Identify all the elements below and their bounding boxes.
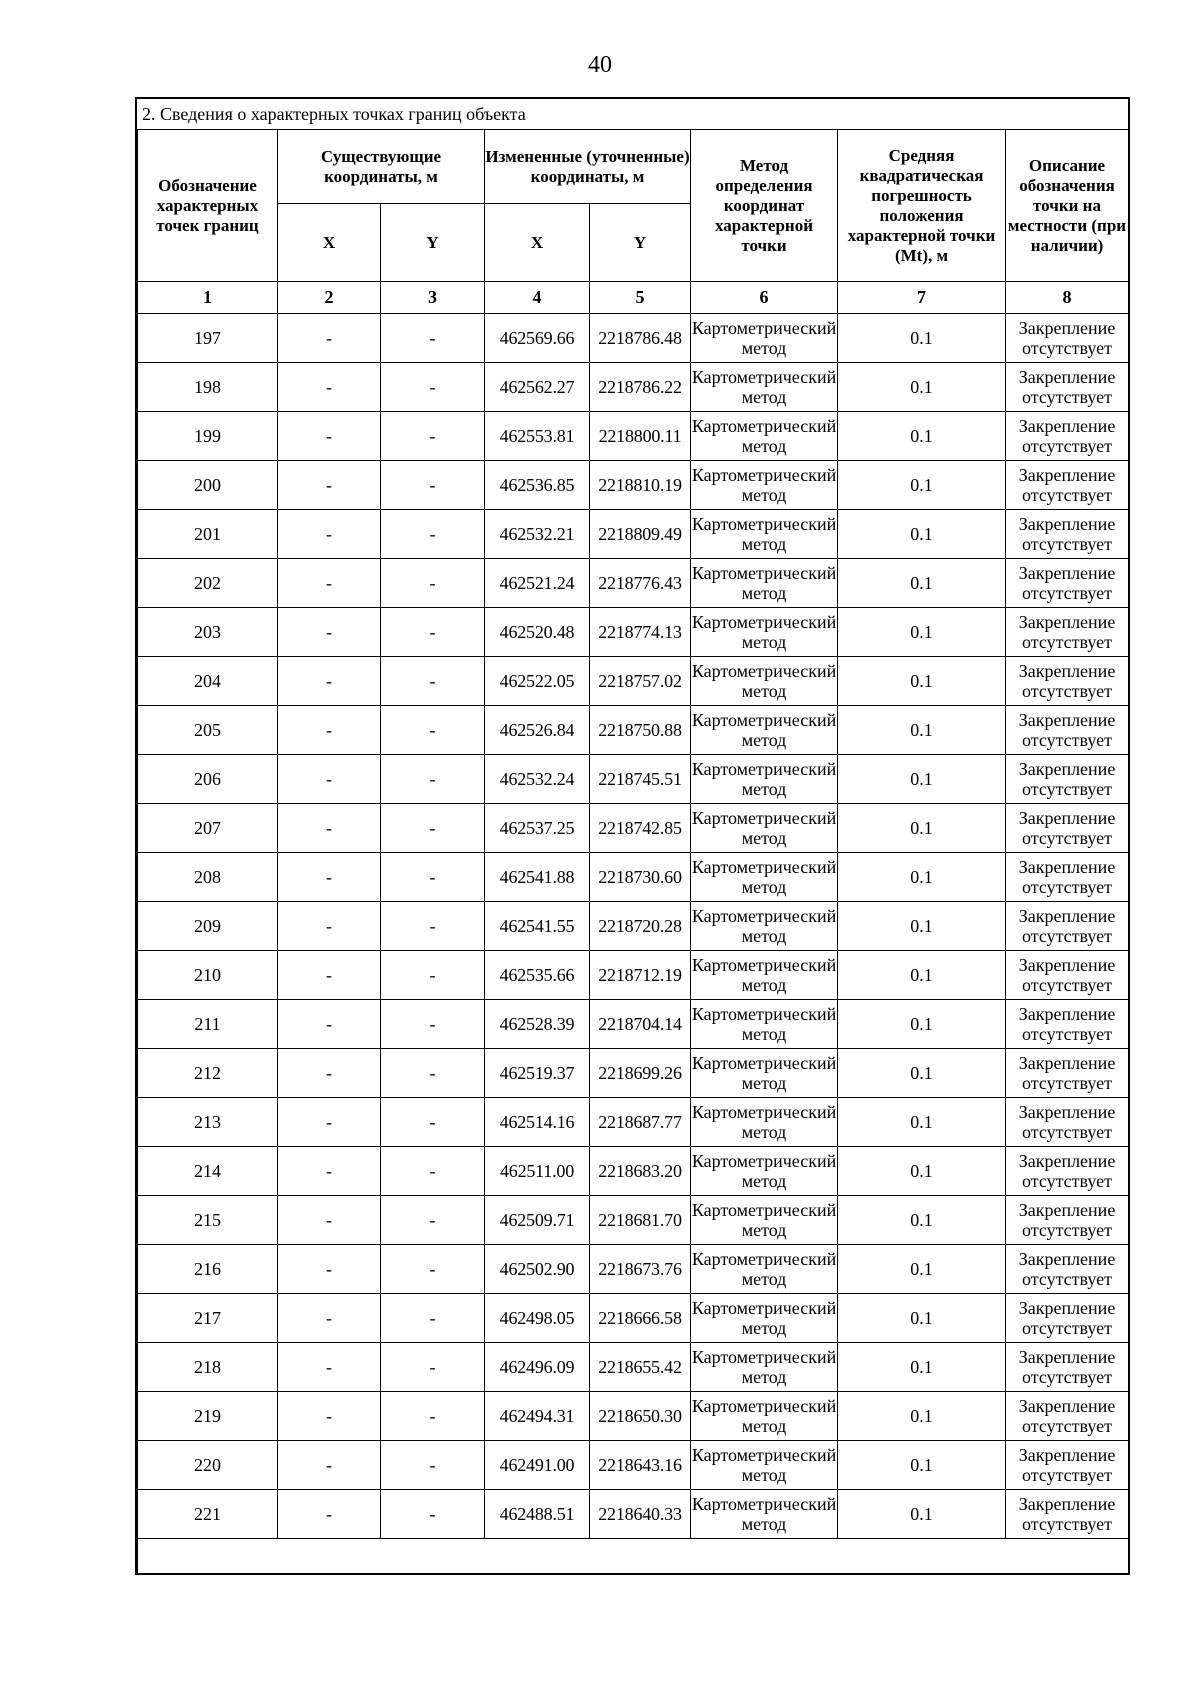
changed-x-cell: 462498.05 [485,1294,590,1343]
existing-x-cell: - [278,1196,381,1245]
point-cell: 200 [138,461,278,510]
column-number: 8 [1006,282,1129,314]
existing-y-cell: - [381,1245,485,1294]
column-number: 1 [138,282,278,314]
point-cell: 214 [138,1147,278,1196]
description-cell: Закрепление отсутствует [1006,853,1129,902]
method-cell: Картометрический метод [691,755,838,804]
point-cell: 217 [138,1294,278,1343]
changed-y-cell: 2218699.26 [590,1049,691,1098]
changed-y-cell: 2218666.58 [590,1294,691,1343]
changed-y-cell: 2218640.33 [590,1490,691,1539]
point-cell: 199 [138,412,278,461]
point-cell: 218 [138,1343,278,1392]
point-cell: 203 [138,608,278,657]
description-cell: Закрепление отсутствует [1006,363,1129,412]
error-cell: 0.1 [838,363,1006,412]
existing-x-cell: - [278,1441,381,1490]
existing-y-cell: - [381,804,485,853]
existing-x-cell: - [278,755,381,804]
description-cell: Закрепление отсутствует [1006,1343,1129,1392]
error-cell: 0.1 [838,706,1006,755]
description-cell: Закрепление отсутствует [1006,1392,1129,1441]
error-cell: 0.1 [838,951,1006,1000]
method-cell: Картометрический метод [691,1245,838,1294]
table-row [138,1392,1129,1441]
header-row-1 [138,130,1129,204]
changed-y-cell: 2218800.11 [590,412,691,461]
error-cell: 0.1 [838,804,1006,853]
changed-y-cell: 2218776.43 [590,559,691,608]
existing-x-cell: - [278,657,381,706]
changed-x-cell: 462511.00 [485,1147,590,1196]
existing-y-cell: - [381,1196,485,1245]
method-cell: Картометрический метод [691,1294,838,1343]
header-changed-y: Y [590,204,691,282]
header-description: Описание обозначения точки на местности (при наличии) [1006,130,1129,282]
error-cell: 0.1 [838,657,1006,706]
error-cell: 0.1 [838,1392,1006,1441]
description-cell: Закрепление отсутствует [1006,461,1129,510]
description-cell: Закрепление отсутствует [1006,1147,1129,1196]
existing-y-cell: - [381,706,485,755]
changed-x-cell: 462522.05 [485,657,590,706]
existing-x-cell: - [278,902,381,951]
point-cell: 221 [138,1490,278,1539]
point-cell: 201 [138,510,278,559]
column-number: 7 [838,282,1006,314]
error-cell: 0.1 [838,1000,1006,1049]
table-body [138,314,1129,1539]
changed-x-cell: 462526.84 [485,706,590,755]
changed-x-cell: 462535.66 [485,951,590,1000]
header-changed-coordinates: Измененные (уточненные) координаты, м [485,130,691,204]
method-cell: Картометрический метод [691,608,838,657]
error-cell: 0.1 [838,1294,1006,1343]
existing-x-cell: - [278,608,381,657]
changed-y-cell: 2218704.14 [590,1000,691,1049]
description-cell: Закрепление отсутствует [1006,1490,1129,1539]
table-row [138,1000,1129,1049]
existing-x-cell: - [278,853,381,902]
page-number: 40 [588,52,612,78]
description-cell: Закрепление отсутствует [1006,706,1129,755]
changed-x-cell: 462569.66 [485,314,590,363]
existing-y-cell: - [381,1000,485,1049]
table-row [138,1343,1129,1392]
table-row [138,706,1129,755]
table-row [138,1441,1129,1490]
changed-x-cell: 462509.71 [485,1196,590,1245]
existing-y-cell: - [381,1049,485,1098]
existing-x-cell: - [278,1343,381,1392]
table-row [138,1245,1129,1294]
existing-x-cell: - [278,1147,381,1196]
error-cell: 0.1 [838,608,1006,657]
table-row [138,363,1129,412]
error-cell: 0.1 [838,1196,1006,1245]
boundary-points-section [135,97,1130,1575]
point-cell: 207 [138,804,278,853]
table-row [138,853,1129,902]
point-cell: 202 [138,559,278,608]
changed-y-cell: 2218681.70 [590,1196,691,1245]
header-method: Метод определения координат характерной точки [691,130,838,282]
method-cell: Картометрический метод [691,804,838,853]
header-error: Средняя квадратическая погрешность положения характерной точки (Mt), м [838,130,1006,282]
changed-y-cell: 2218673.76 [590,1245,691,1294]
existing-y-cell: - [381,1147,485,1196]
description-cell: Закрепление отсутствует [1006,951,1129,1000]
changed-x-cell: 462502.90 [485,1245,590,1294]
point-cell: 205 [138,706,278,755]
description-cell: Закрепление отсутствует [1006,1196,1129,1245]
changed-y-cell: 2218712.19 [590,951,691,1000]
existing-y-cell: - [381,1294,485,1343]
header-designation: Обозначение характерных точек границ [138,130,278,282]
point-cell: 212 [138,1049,278,1098]
changed-y-cell: 2218809.49 [590,510,691,559]
table-row [138,1098,1129,1147]
error-cell: 0.1 [838,1049,1006,1098]
existing-y-cell: - [381,1490,485,1539]
changed-y-cell: 2218786.48 [590,314,691,363]
changed-x-cell: 462494.31 [485,1392,590,1441]
existing-x-cell: - [278,804,381,853]
changed-x-cell: 462491.00 [485,1441,590,1490]
point-cell: 211 [138,1000,278,1049]
existing-y-cell: - [381,314,485,363]
description-cell: Закрепление отсутствует [1006,804,1129,853]
changed-y-cell: 2218774.13 [590,608,691,657]
point-cell: 209 [138,902,278,951]
existing-x-cell: - [278,1245,381,1294]
existing-y-cell: - [381,412,485,461]
description-cell: Закрепление отсутствует [1006,1000,1129,1049]
description-cell: Закрепление отсутствует [1006,1098,1129,1147]
table-row [138,461,1129,510]
existing-y-cell: - [381,853,485,902]
description-cell: Закрепление отсутствует [1006,314,1129,363]
changed-y-cell: 2218810.19 [590,461,691,510]
table-row [138,951,1129,1000]
table-row [138,314,1129,363]
description-cell: Закрепление отсутствует [1006,1294,1129,1343]
description-cell: Закрепление отсутствует [1006,1245,1129,1294]
changed-y-cell: 2218720.28 [590,902,691,951]
error-cell: 0.1 [838,902,1006,951]
error-cell: 0.1 [838,1490,1006,1539]
changed-x-cell: 462537.25 [485,804,590,853]
existing-x-cell: - [278,510,381,559]
method-cell: Картометрический метод [691,1147,838,1196]
error-cell: 0.1 [838,1441,1006,1490]
existing-y-cell: - [381,608,485,657]
table-row [138,902,1129,951]
table-row [138,1196,1129,1245]
changed-y-cell: 2218650.30 [590,1392,691,1441]
changed-x-cell: 462532.24 [485,755,590,804]
header-changed-x: X [485,204,590,282]
method-cell: Картометрический метод [691,559,838,608]
changed-y-cell: 2218742.85 [590,804,691,853]
existing-x-cell: - [278,314,381,363]
method-cell: Картометрический метод [691,1049,838,1098]
changed-x-cell: 462541.88 [485,853,590,902]
section-title: 2. Сведения о характерных точках границ объекта [142,104,526,124]
existing-y-cell: - [381,755,485,804]
existing-x-cell: - [278,1000,381,1049]
existing-x-cell: - [278,1098,381,1147]
method-cell: Картометрический метод [691,363,838,412]
table-row [138,412,1129,461]
existing-x-cell: - [278,706,381,755]
changed-x-cell: 462519.37 [485,1049,590,1098]
changed-y-cell: 2218655.42 [590,1343,691,1392]
description-cell: Закрепление отсутствует [1006,412,1129,461]
changed-x-cell: 462514.16 [485,1098,590,1147]
point-cell: 197 [138,314,278,363]
column-number: 2 [278,282,381,314]
existing-y-cell: - [381,461,485,510]
error-cell: 0.1 [838,559,1006,608]
error-cell: 0.1 [838,1343,1006,1392]
method-cell: Картометрический метод [691,1098,838,1147]
point-cell: 210 [138,951,278,1000]
error-cell: 0.1 [838,412,1006,461]
existing-x-cell: - [278,461,381,510]
changed-x-cell: 462532.21 [485,510,590,559]
table-row [138,510,1129,559]
changed-y-cell: 2218643.16 [590,1441,691,1490]
method-cell: Картометрический метод [691,1343,838,1392]
boundary-points-table [137,129,1129,1574]
point-cell: 215 [138,1196,278,1245]
changed-y-cell: 2218745.51 [590,755,691,804]
table-row [138,755,1129,804]
existing-y-cell: - [381,1392,485,1441]
point-cell: 204 [138,657,278,706]
method-cell: Картометрический метод [691,461,838,510]
existing-y-cell: - [381,559,485,608]
method-cell: Картометрический метод [691,510,838,559]
method-cell: Картометрический метод [691,853,838,902]
table-row [138,1049,1129,1098]
changed-y-cell: 2218683.20 [590,1147,691,1196]
table-row [138,559,1129,608]
error-cell: 0.1 [838,510,1006,559]
changed-x-cell: 462541.55 [485,902,590,951]
description-cell: Закрепление отсутствует [1006,755,1129,804]
method-cell: Картометрический метод [691,657,838,706]
method-cell: Картометрический метод [691,412,838,461]
method-cell: Картометрический метод [691,706,838,755]
changed-x-cell: 462496.09 [485,1343,590,1392]
description-cell: Закрепление отсутствует [1006,902,1129,951]
table-row [138,1294,1129,1343]
existing-x-cell: - [278,1049,381,1098]
table-row [138,1490,1129,1539]
method-cell: Картометрический метод [691,1000,838,1049]
existing-y-cell: - [381,1441,485,1490]
changed-y-cell: 2218687.77 [590,1098,691,1147]
point-cell: 216 [138,1245,278,1294]
description-cell: Закрепление отсутствует [1006,559,1129,608]
changed-y-cell: 2218730.60 [590,853,691,902]
existing-y-cell: - [381,657,485,706]
existing-x-cell: - [278,1392,381,1441]
changed-x-cell: 462553.81 [485,412,590,461]
existing-y-cell: - [381,510,485,559]
empty-table-row [138,1539,1129,1574]
changed-x-cell: 462536.85 [485,461,590,510]
error-cell: 0.1 [838,461,1006,510]
header-existing-x: X [278,204,381,282]
header-existing-coordinates: Существующие координаты, м [278,130,485,204]
changed-y-cell: 2218757.02 [590,657,691,706]
column-number: 5 [590,282,691,314]
point-cell: 220 [138,1441,278,1490]
changed-y-cell: 2218786.22 [590,363,691,412]
description-cell: Закрепление отсутствует [1006,608,1129,657]
point-cell: 219 [138,1392,278,1441]
existing-x-cell: - [278,363,381,412]
method-cell: Картометрический метод [691,314,838,363]
column-number-row [138,282,1129,314]
error-cell: 0.1 [838,314,1006,363]
header-existing-y: Y [381,204,485,282]
error-cell: 0.1 [838,1098,1006,1147]
method-cell: Картометрический метод [691,1392,838,1441]
description-cell: Закрепление отсутствует [1006,1049,1129,1098]
point-cell: 206 [138,755,278,804]
error-cell: 0.1 [838,1147,1006,1196]
changed-x-cell: 462528.39 [485,1000,590,1049]
error-cell: 0.1 [838,1245,1006,1294]
point-cell: 208 [138,853,278,902]
existing-y-cell: - [381,1343,485,1392]
empty-cell [138,1539,1129,1574]
method-cell: Картометрический метод [691,951,838,1000]
error-cell: 0.1 [838,755,1006,804]
existing-x-cell: - [278,1294,381,1343]
point-cell: 198 [138,363,278,412]
column-number: 4 [485,282,590,314]
description-cell: Закрепление отсутствует [1006,1441,1129,1490]
existing-x-cell: - [278,1490,381,1539]
changed-x-cell: 462520.48 [485,608,590,657]
method-cell: Картометрический метод [691,1441,838,1490]
table-row [138,804,1129,853]
description-cell: Закрепление отсутствует [1006,657,1129,706]
existing-x-cell: - [278,412,381,461]
description-cell: Закрепление отсутствует [1006,510,1129,559]
method-cell: Картометрический метод [691,902,838,951]
table-row [138,657,1129,706]
existing-y-cell: - [381,902,485,951]
changed-x-cell: 462488.51 [485,1490,590,1539]
error-cell: 0.1 [838,853,1006,902]
table-row [138,1147,1129,1196]
changed-x-cell: 462521.24 [485,559,590,608]
existing-y-cell: - [381,951,485,1000]
existing-x-cell: - [278,559,381,608]
existing-y-cell: - [381,363,485,412]
table-row [138,608,1129,657]
column-number: 6 [691,282,838,314]
point-cell: 213 [138,1098,278,1147]
existing-x-cell: - [278,951,381,1000]
changed-y-cell: 2218750.88 [590,706,691,755]
column-number: 3 [381,282,485,314]
changed-x-cell: 462562.27 [485,363,590,412]
method-cell: Картометрический метод [691,1196,838,1245]
method-cell: Картометрический метод [691,1490,838,1539]
existing-y-cell: - [381,1098,485,1147]
